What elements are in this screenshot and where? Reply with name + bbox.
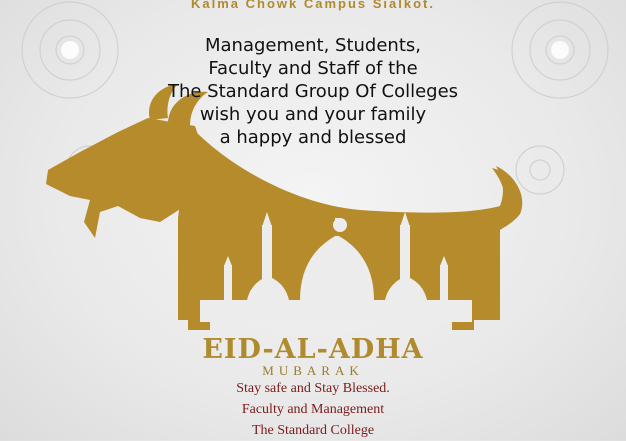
message-line: Management, Students, [205,35,421,56]
footer-line: Stay safe and Stay Blessed. [236,381,390,396]
message-line: Faculty and Staff of the [208,58,418,79]
message-line: a happy and blessed [219,127,407,148]
footer-line: The Standard College [251,423,375,438]
footer-message [0,378,626,441]
eid-title: EID-AL-ADHA [202,334,424,365]
footer-line: Faculty and Management [241,402,385,417]
message-line: The Standard Group Of Colleges [167,81,459,102]
campus-name: Kalma Chowk Campus Sialkot. [191,0,435,11]
greeting-message [0,34,626,149]
message-line: wish you and your family [199,104,427,125]
eid-subtitle: MUBARAK [262,363,364,378]
